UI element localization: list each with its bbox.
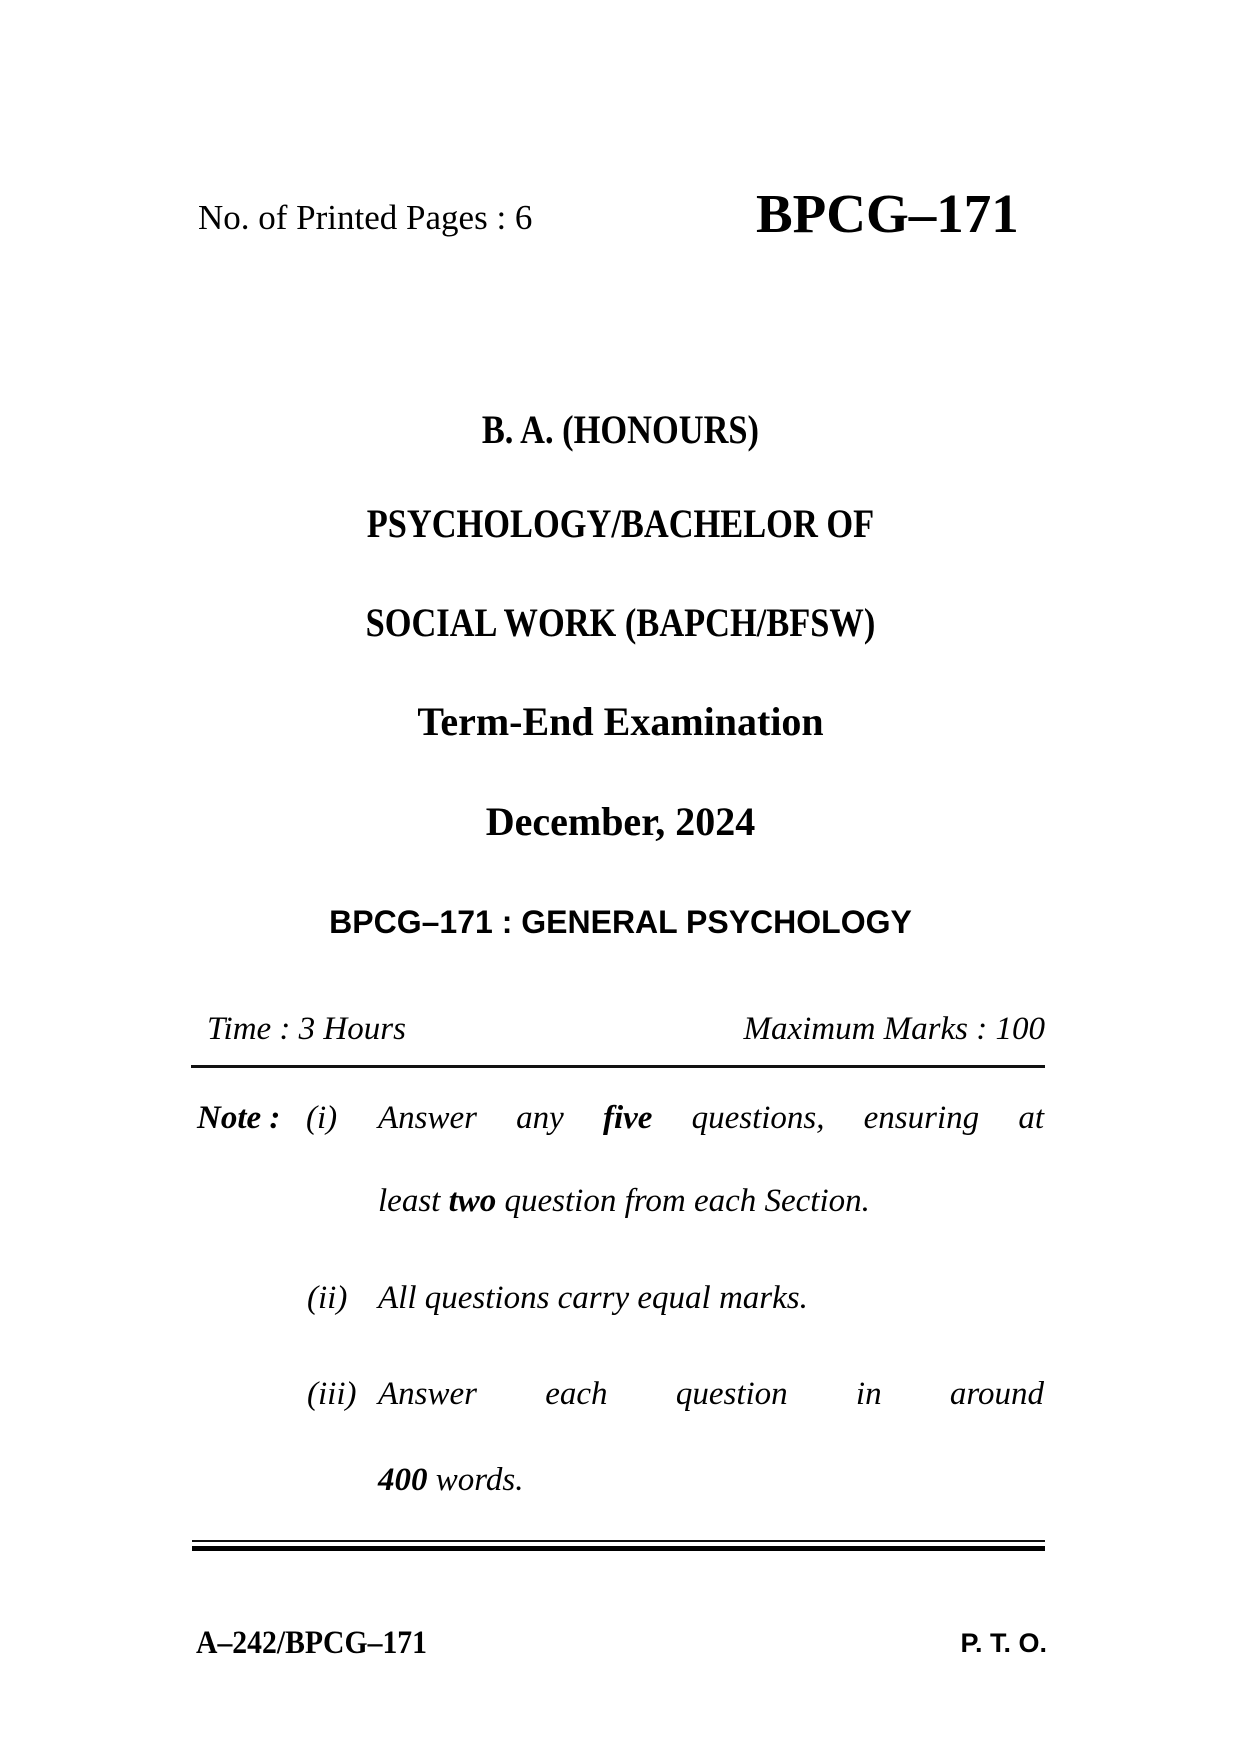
note-text: question from each Section. (504, 1183, 870, 1219)
note-item-ii: All questions carry equal marks. (378, 1280, 808, 1316)
note-item-iii-line-2 (378, 1464, 523, 1497)
please-turn-over: P. T. O. (960, 1628, 1047, 1658)
note-marker-iii: (iii) (307, 1376, 357, 1412)
note-label (197, 1102, 280, 1135)
programme-title-line-1: PSYCHOLOGY/BACHELOR OF (366, 501, 875, 546)
course-title: BPCG–171 : GENERAL PSYCHOLOGY (329, 904, 912, 940)
programme-title-line-2: SOCIAL WORK (BAPCH/BFSW) (365, 600, 876, 645)
note-word: each (545, 1376, 608, 1412)
printed-pages-count: No. of Printed Pages : 6 (198, 198, 533, 237)
note-label-text: Note : (197, 1100, 281, 1136)
exam-title: Term-End Examination (417, 699, 824, 744)
note-word: Answer (378, 1100, 477, 1136)
note-word: at (1018, 1100, 1044, 1136)
note-emphasis-five: five (602, 1100, 653, 1136)
note-item-i-line-1 (378, 1102, 1044, 1135)
note-emphasis-two: two (448, 1183, 497, 1219)
note-word: any (516, 1100, 564, 1136)
note-marker-ii: (ii) (307, 1280, 348, 1316)
exam-duration: Time : 3 Hours (207, 1011, 406, 1047)
note-word: question (675, 1376, 788, 1412)
footer-divider-thin (192, 1540, 1045, 1542)
note-word: questions, (691, 1100, 825, 1136)
note-text: words. (435, 1462, 524, 1498)
maximum-marks: Maximum Marks : 100 (743, 1011, 1045, 1047)
note-item-i-line-2 (378, 1185, 870, 1218)
header-divider (191, 1065, 1045, 1068)
note-word: around (949, 1376, 1044, 1412)
paper-code-header: BPCG–171 (756, 183, 1019, 244)
exam-session: December, 2024 (485, 799, 756, 844)
note-word: least (378, 1183, 441, 1219)
footer-paper-code: A–242/BPCG–171 (196, 1625, 428, 1661)
note-item-iii-line-1 (378, 1378, 1044, 1411)
note-word: Answer (378, 1376, 477, 1412)
note-emphasis-400: 400 (378, 1462, 428, 1498)
note-marker-i: (i) (306, 1100, 338, 1136)
degree-title: B. A. (HONOURS) (481, 407, 759, 452)
footer-divider-thick (192, 1546, 1045, 1551)
note-word: in (855, 1376, 882, 1412)
note-word: ensuring (863, 1100, 980, 1136)
